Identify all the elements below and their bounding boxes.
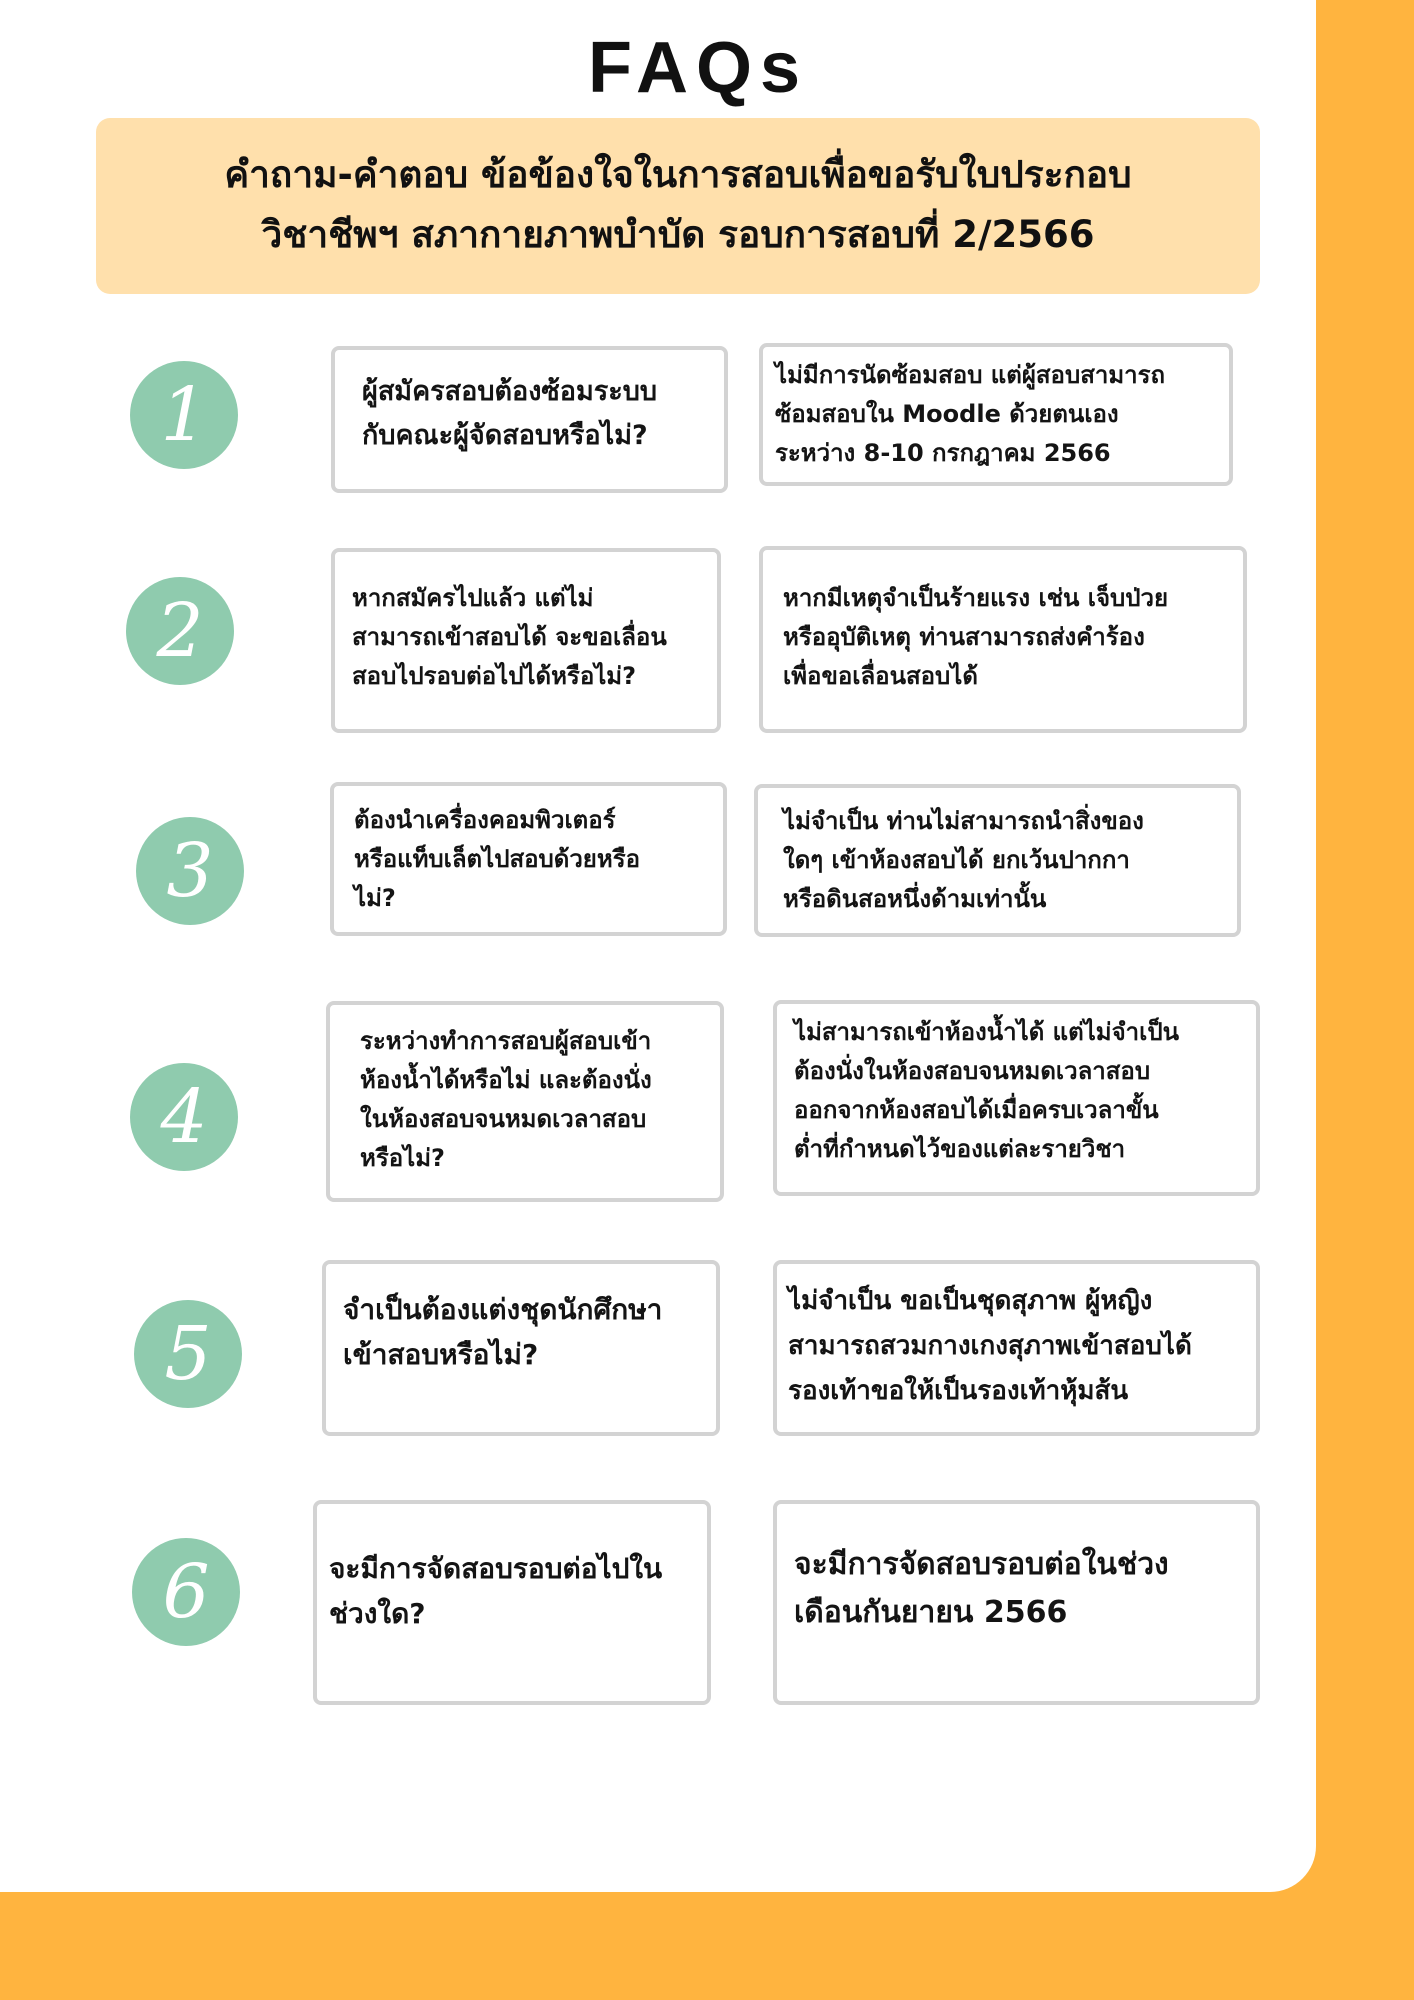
banner-line: คำถาม-คำตอบ ข้อข้องใจในการสอบเพื่อขอรับใบประกอบ (224, 153, 1132, 196)
question-line: หรือแท็บเล็ตไปสอบด้วยหรือ (354, 845, 640, 873)
number-badge-3: 3 (136, 817, 244, 925)
question-line: ห้องน้ำได้หรือไม่ และต้องนั่ง (360, 1066, 652, 1094)
question-line: ไม่? (354, 884, 396, 912)
question-line: ต้องนำเครื่องคอมพิวเตอร์ (354, 806, 616, 834)
answer-line: ต้องนั่งในห้องสอบจนหมดเวลาสอบ (794, 1057, 1151, 1085)
answer-line: หรือดินสอหนึ่งด้ามเท่านั้น (783, 885, 1047, 913)
question-line: ผู้สมัครสอบต้องซ้อมระบบ (362, 376, 658, 407)
answer-box-5 (773, 1260, 1260, 1436)
banner-line: วิชาชีพฯ สภากายภาพบำบัด รอบการสอบที่ 2/2566 (261, 213, 1095, 256)
answer-box-1 (759, 343, 1233, 486)
question-line: หรือไม่? (360, 1144, 445, 1172)
number-badge-4: 4 (130, 1063, 238, 1171)
answer-line: ต่ำที่กำหนดไว้ของแต่ละรายวิชา (794, 1135, 1126, 1163)
question-line: จะมีการจัดสอบรอบต่อไปใน (329, 1552, 663, 1585)
question-line: จำเป็นต้องแต่งชุดนักศึกษา (343, 1293, 663, 1326)
question-line: ในห้องสอบจนหมดเวลาสอบ (360, 1105, 647, 1133)
banner (96, 118, 1260, 294)
number-badge-5: 5 (134, 1300, 242, 1408)
question-line: ระหว่างทำการสอบผู้สอบเข้า (360, 1027, 652, 1055)
answer-line: ไม่สามารถเข้าห้องน้ำได้ แต่ไม่จำเป็น (794, 1018, 1179, 1046)
answer-line: ไม่มีการนัดซ้อมสอบ แต่ผู้สอบสามารถ (775, 361, 1166, 389)
answer-line: ไม่จำเป็น ท่านไม่สามารถนำสิ่งของ (783, 807, 1144, 835)
answer-box-3 (754, 784, 1241, 937)
question-line: เข้าสอบหรือไม่? (343, 1338, 539, 1371)
question-box-3 (330, 782, 727, 936)
answer-line: ระหว่าง 8-10 กรกฎาคม 2566 (775, 439, 1111, 467)
number-badge-2: 2 (126, 577, 234, 685)
answer-box-2 (759, 546, 1247, 733)
answer-line: สามารถสวมกางเกงสุภาพเข้าสอบได้ (788, 1331, 1192, 1361)
question-box-5 (322, 1260, 720, 1436)
answer-line: จะมีการจัดสอบรอบต่อในช่วง (794, 1547, 1169, 1582)
question-line: สามารถเข้าสอบได้ จะขอเลื่อน (352, 623, 667, 651)
number-badge-1: 1 (130, 361, 238, 469)
question-box-4 (326, 1001, 724, 1202)
answer-line: ใดๆ เข้าห้องสอบได้ ยกเว้นปากกา (783, 846, 1130, 874)
question-line: กับคณะผู้จัดสอบหรือไม่? (362, 420, 648, 451)
answer-line: หรืออุบัติเหตุ ท่านสามารถส่งคำร้อง (783, 623, 1145, 651)
answer-line: หากมีเหตุจำเป็นร้ายแรง เช่น เจ็บป่วย (783, 584, 1169, 612)
number-badge-6: 6 (132, 1538, 240, 1646)
question-box-2 (331, 548, 721, 733)
question-line: สอบไปรอบต่อไปได้หรือไม่? (352, 662, 637, 690)
answer-line: เดือนกันยายน 2566 (794, 1595, 1068, 1630)
answer-line: เพื่อขอเลื่อนสอบได้ (783, 662, 978, 690)
question-line: หากสมัครไปแล้ว แต่ไม่ (352, 584, 594, 612)
answer-line: ออกจากห้องสอบได้เมื่อครบเวลาขั้น (794, 1096, 1159, 1124)
answer-box-6 (773, 1500, 1260, 1705)
question-box-1 (331, 346, 728, 493)
answer-box-4 (773, 1000, 1260, 1196)
answer-line: รองเท้าขอให้เป็นรองเท้าหุ้มส้น (788, 1376, 1129, 1406)
answer-line: ซ้อมสอบใน Moodle ด้วยตนเอง (775, 400, 1119, 428)
page-title: FAQs (587, 28, 809, 108)
question-box-6 (313, 1500, 711, 1705)
answer-line: ไม่จำเป็น ขอเป็นชุดสุภาพ ผู้หญิง (788, 1286, 1153, 1316)
question-line: ช่วงใด? (329, 1597, 426, 1630)
